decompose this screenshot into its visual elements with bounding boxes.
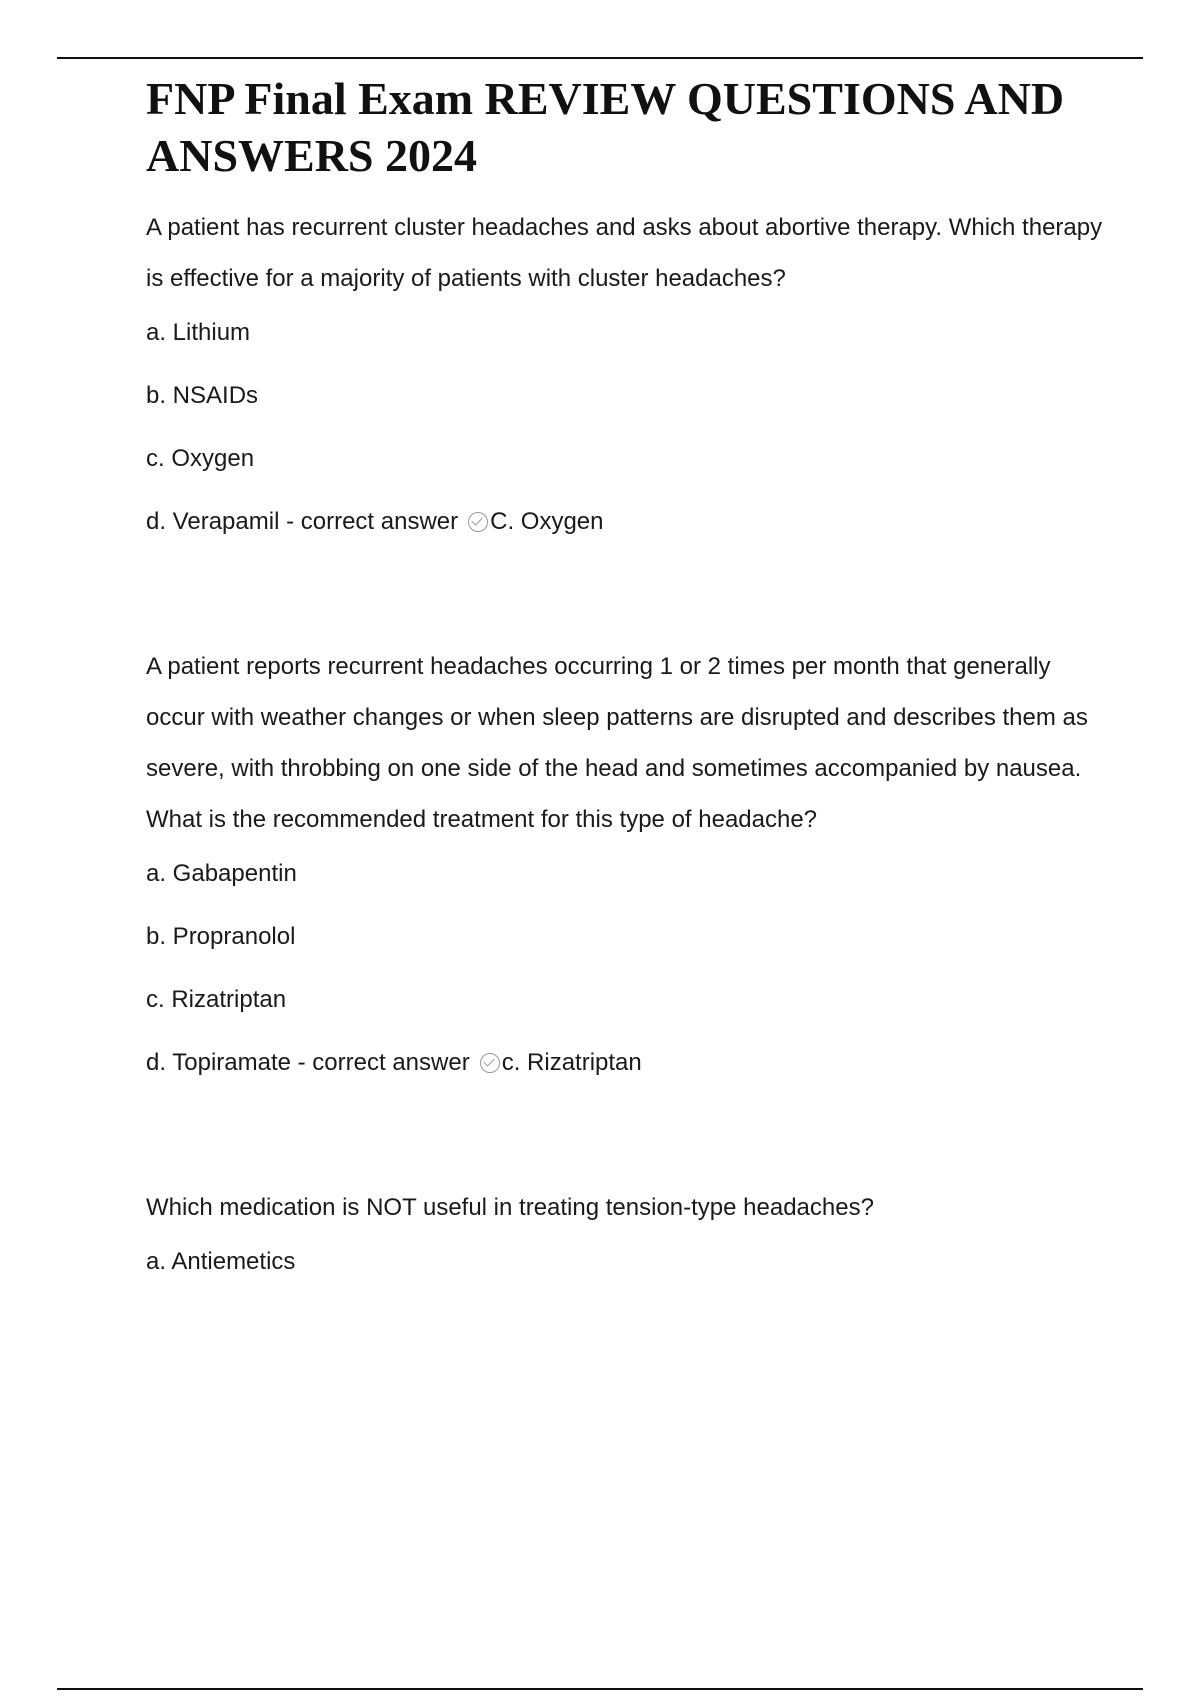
answer-option-b: b. NSAIDs [146,382,259,409]
answer-option-c: c. Rizatriptan [146,986,287,1013]
top-rule [57,57,1143,59]
check-circle-icon [480,1053,500,1073]
answer-option-d [146,505,1106,539]
question-text: A patient reports recurrent headaches occurring 1 or 2 times per month that generally occur with weather changes or when sleep patterns are disrupted and describes them as severe, with throbbing on one side of the head and sometimes accompanied by nausea. What is the recommended treatment for this type of headache? [146,653,1088,833]
answer-option-b: b. Propranolol [146,923,296,950]
question-text: Which medication is NOT useful in treating tension-type headaches? [146,1194,874,1221]
answer-option-c: c. Oxygen [146,445,255,472]
check-circle-icon [468,512,488,532]
correct-answer-text: C. Oxygen [490,508,604,535]
answer-option-d [146,1046,1106,1080]
question-text: A patient has recurrent cluster headaches and asks about abortive therapy. Which therapy is effective for a majority of patients with cluster headaches? [146,214,1103,292]
correct-answer-text: c. Rizatriptan [501,1049,642,1076]
answer-option-a: a. Antiemetics [146,1248,296,1275]
question-block-3 [146,1182,1106,1279]
option-d-label: d. Verapamil - correct answer [146,508,459,535]
option-d-label: d. Topiramate - correct answer [146,1049,470,1076]
question-block-2 [146,641,1106,1080]
document-body [146,70,1106,1279]
document-title: FNP Final Exam REVIEW QUESTIONS AND ANSWERS 2024 [146,73,1065,181]
question-block-1 [146,202,1106,539]
answer-option-a: a. Lithium [146,319,251,346]
answer-option-a: a. Gabapentin [146,860,297,887]
bottom-rule [57,1688,1143,1690]
